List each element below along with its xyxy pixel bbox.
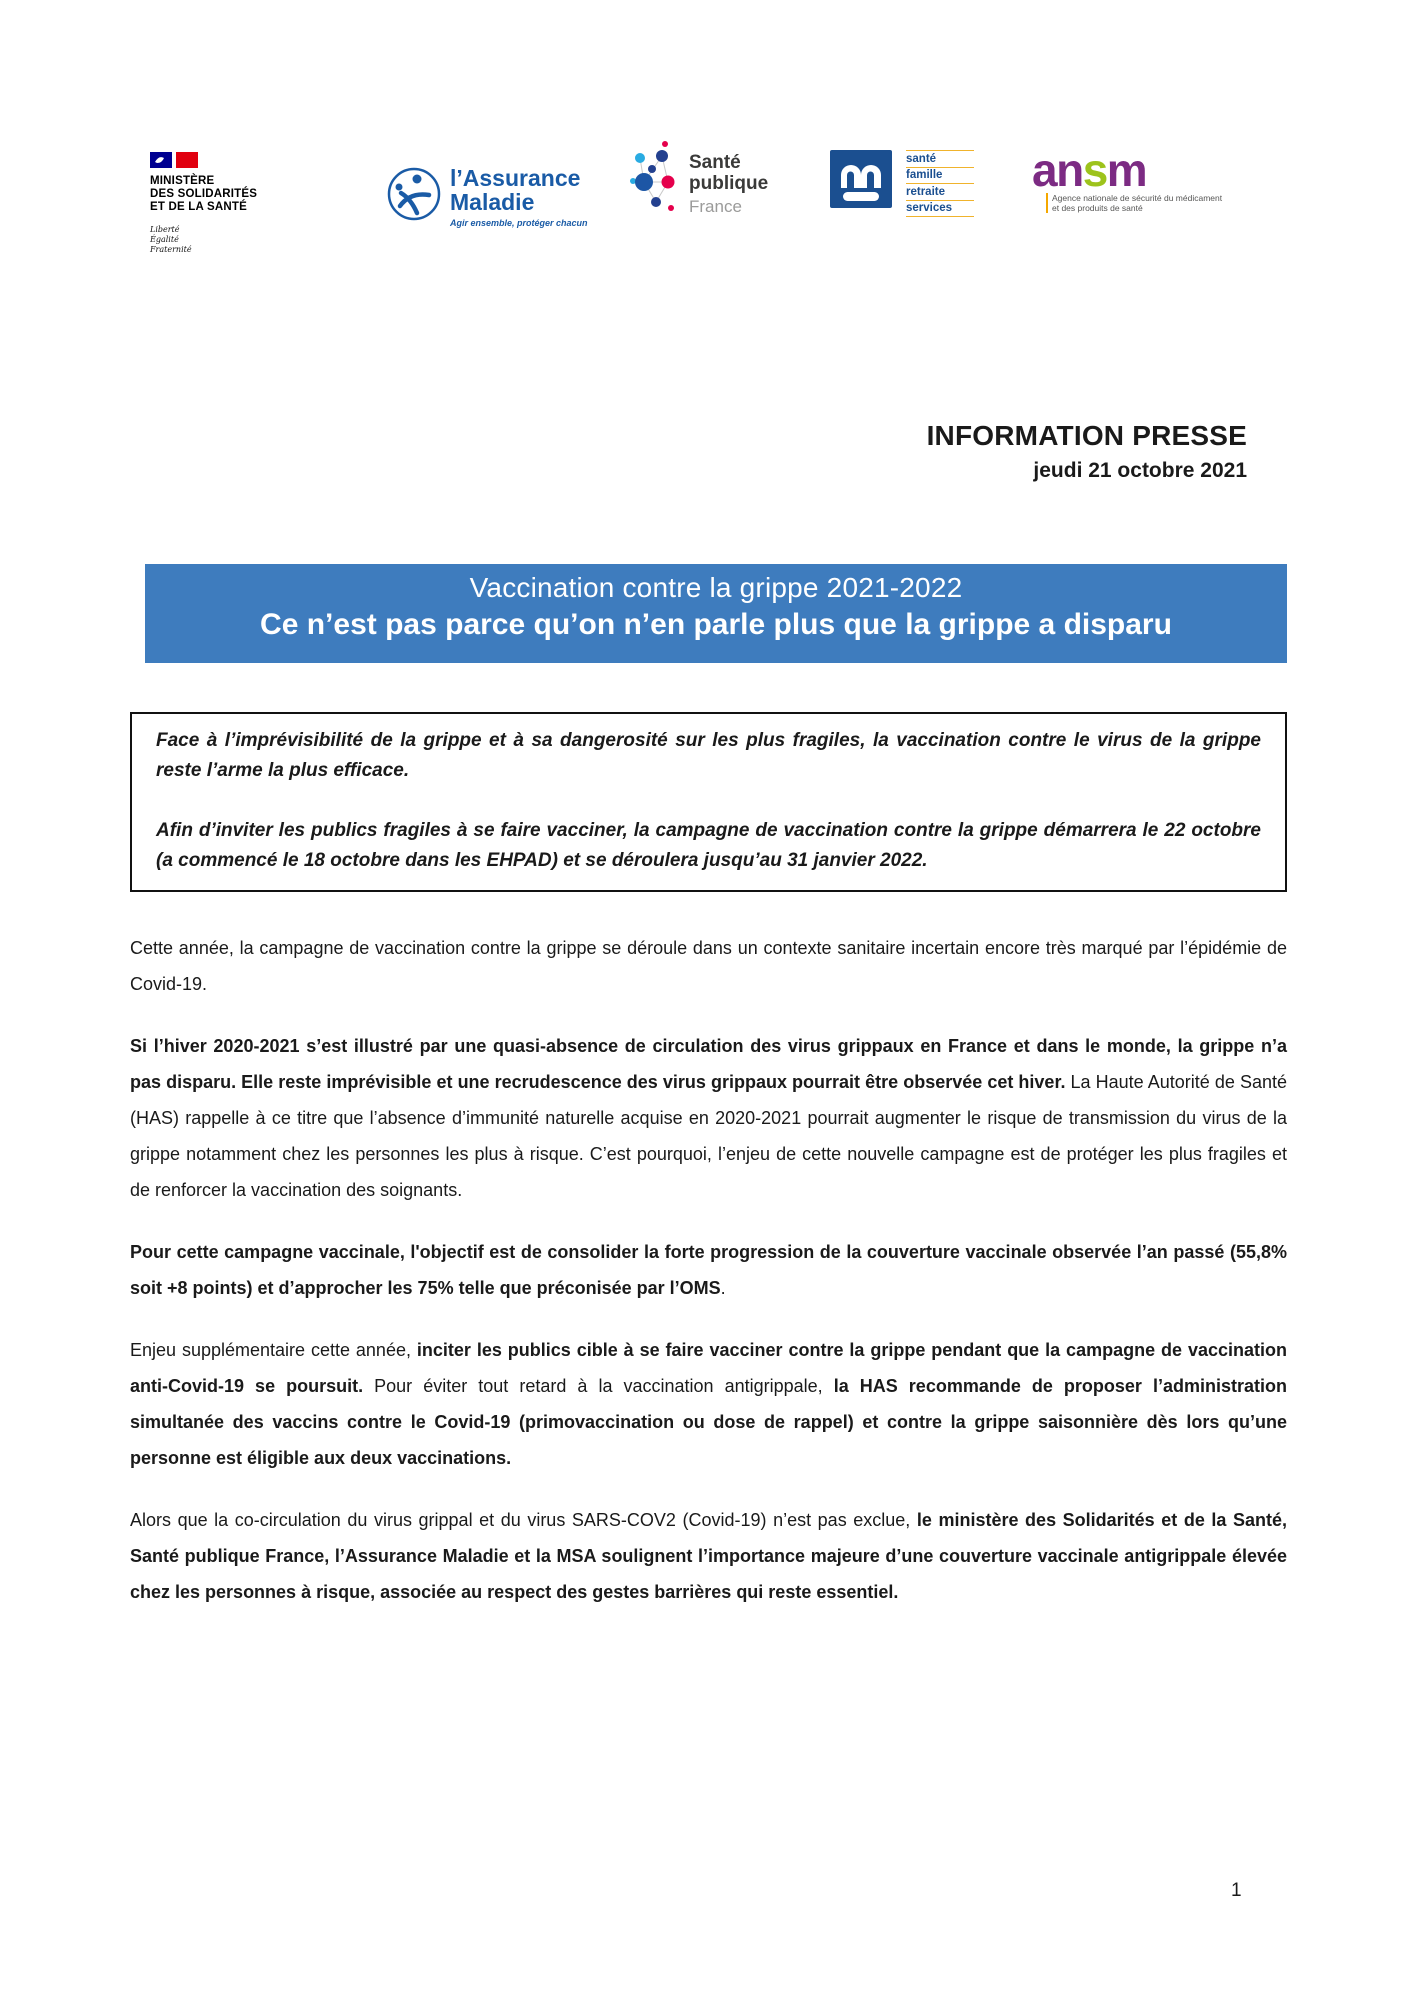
- summary-paragraph: Afin d’inviter les publics fragiles à se faire vacciner, la campagne de vaccination contre la grippe démarrera le 22 octobre (a commencé le 18 octobre dans les EHPAD) et se déroulera jusqu’au 31 janvier 2022.: [156, 820, 1261, 871]
- msa-service: services: [906, 200, 974, 218]
- page-number: 1: [1231, 1880, 1242, 1901]
- title-line-2: Ce n’est pas parce qu’on n’en parle plus que la grippe a disparu: [260, 608, 1172, 641]
- assurance-maladie-name: Maladie: [450, 189, 535, 215]
- ministere-name: [150, 175, 290, 214]
- text-run: Cette année, la campagne de vaccination contre la grippe se déroule dans un contexte sanitaire incertain encore très marqué par l’épidémie de Covid-19.: [130, 938, 1287, 994]
- text-run: La Haute Autorité de Santé (HAS) rappelle à ce titre que l’absence d’immunité naturelle acquise en 2020-2021 pourrait augmenter le risque de transmission du virus de la grippe notamment chez les personnes les plus à risque. C’est pourquoi, l’enjeu de cette nouvelle campagne est de protéger les plus fragiles et de renforcer la vaccination des soignants.: [130, 1072, 1287, 1200]
- summary-box: [130, 712, 1287, 892]
- text-run: le ministère des Solidarités et de la Santé, Santé publique France, l’Assurance Maladie et la MSA soulignent l’importance majeure d’une couverture vaccinale antigrippale élevée chez les personnes à risque, associée au respect des gestes barrières qui reste essentiel.: [130, 1510, 1287, 1602]
- msa-services-list: [906, 150, 974, 217]
- sante-publique-text: [689, 152, 768, 223]
- text-run: Pour éviter tout retard à la vaccination antigrippale,: [363, 1376, 834, 1396]
- document-type-label: INFORMATION PRESSE: [926, 420, 1247, 451]
- ministere-name-line: MINISTÈRE: [150, 175, 215, 187]
- text-run: Pour cette campagne vaccinale, l'objectif est de consolider la forte progression de la couverture vaccinale observée l’an passé (55,8% soit +8 points) et d’approcher les 75% telle que préconisée par l’OMS: [130, 1242, 1287, 1298]
- body-paragraph: [130, 1502, 1287, 1610]
- text-run: la HAS recommande de proposer l’administration simultanée des vaccins contre le Covid-19 (primovaccination ou dose de rappel) et contre la grippe saisonnière dès lors qu’une personne est éligible aux deux vaccinations.: [130, 1376, 1287, 1468]
- ansm-wordmark: [1032, 144, 1222, 196]
- logo-ansm: [1032, 144, 1223, 213]
- text-run: .: [720, 1278, 726, 1298]
- text-run: Alors que la co-circulation du virus grippal et du virus SARS-COV2 (Covid-19) n’est pas exclue,: [130, 1510, 917, 1530]
- body-paragraph: [130, 1332, 1287, 1476]
- assurance-maladie-name: l’Assurance: [450, 165, 581, 191]
- body-text: [130, 930, 1287, 1636]
- motto-line: Fraternité: [150, 245, 192, 254]
- logo-ministere-sante: [150, 152, 290, 255]
- title-line-1: Vaccination contre la grippe 2021-2022: [469, 572, 963, 603]
- french-flag-icon: [150, 152, 290, 170]
- ansm-word-part: m: [1106, 144, 1147, 196]
- sante-publique-dots-icon: [628, 138, 682, 223]
- assurance-maladie-icon: [386, 166, 442, 227]
- document-date: jeudi 21 octobre 2021: [1033, 459, 1247, 482]
- assurance-maladie-text: [450, 166, 588, 228]
- ansm-tagline-line: et des produits de santé: [1052, 203, 1143, 213]
- logo-sante-publique-france: [628, 138, 768, 223]
- msa-icon: [830, 150, 892, 217]
- logo-assurance-maladie: [386, 166, 588, 228]
- motto-line: Égalité: [150, 235, 179, 244]
- msa-service: famille: [906, 167, 974, 184]
- ansm-tagline-line: Agence nationale de sécurité du médicament: [1052, 193, 1223, 203]
- ministere-motto: [150, 225, 290, 255]
- text-run: inciter les publics cible à se faire vacciner contre la grippe pendant que la campagne de vaccination anti-Covid-19 se poursuit.: [130, 1340, 1287, 1396]
- text-run: Enjeu supplémentaire cette année,: [130, 1340, 417, 1360]
- sante-publique-line: publique: [689, 173, 769, 194]
- body-paragraph: [130, 1234, 1287, 1306]
- ministere-name-line: DES SOLIDARITÉS: [150, 188, 258, 200]
- title-banner: [145, 564, 1287, 663]
- sante-publique-france-label: France: [689, 197, 742, 216]
- assurance-maladie-tagline: Agir ensemble, protéger chacun: [450, 218, 588, 228]
- body-paragraph: [130, 930, 1287, 1002]
- ansm-word-part: an: [1032, 144, 1083, 196]
- msa-service: retraite: [906, 183, 974, 200]
- ministere-name-line: ET DE LA SANTÉ: [150, 201, 247, 213]
- ansm-word-part-green: s: [1082, 144, 1107, 196]
- ansm-tagline: [1046, 193, 1222, 213]
- press-header: [927, 420, 1247, 483]
- msa-service: santé: [906, 150, 974, 167]
- summary-paragraph: Face à l’imprévisibilité de la grippe et à sa dangerosité sur les plus fragiles, la vaccination contre le virus de la grippe reste l’arme la plus efficace.: [156, 730, 1261, 781]
- text-run: Si l’hiver 2020-2021 s’est illustré par une quasi-absence de circulation des virus grippaux en France et dans le monde, la grippe n’a pas disparu. Elle reste imprévisible et une recrudescence des virus grippaux pourrait être observée cet hiver.: [130, 1036, 1287, 1092]
- sante-publique-line: Santé: [689, 152, 741, 173]
- logo-msa: [830, 150, 974, 217]
- motto-line: Liberté: [150, 225, 180, 234]
- body-paragraph: [130, 1028, 1287, 1208]
